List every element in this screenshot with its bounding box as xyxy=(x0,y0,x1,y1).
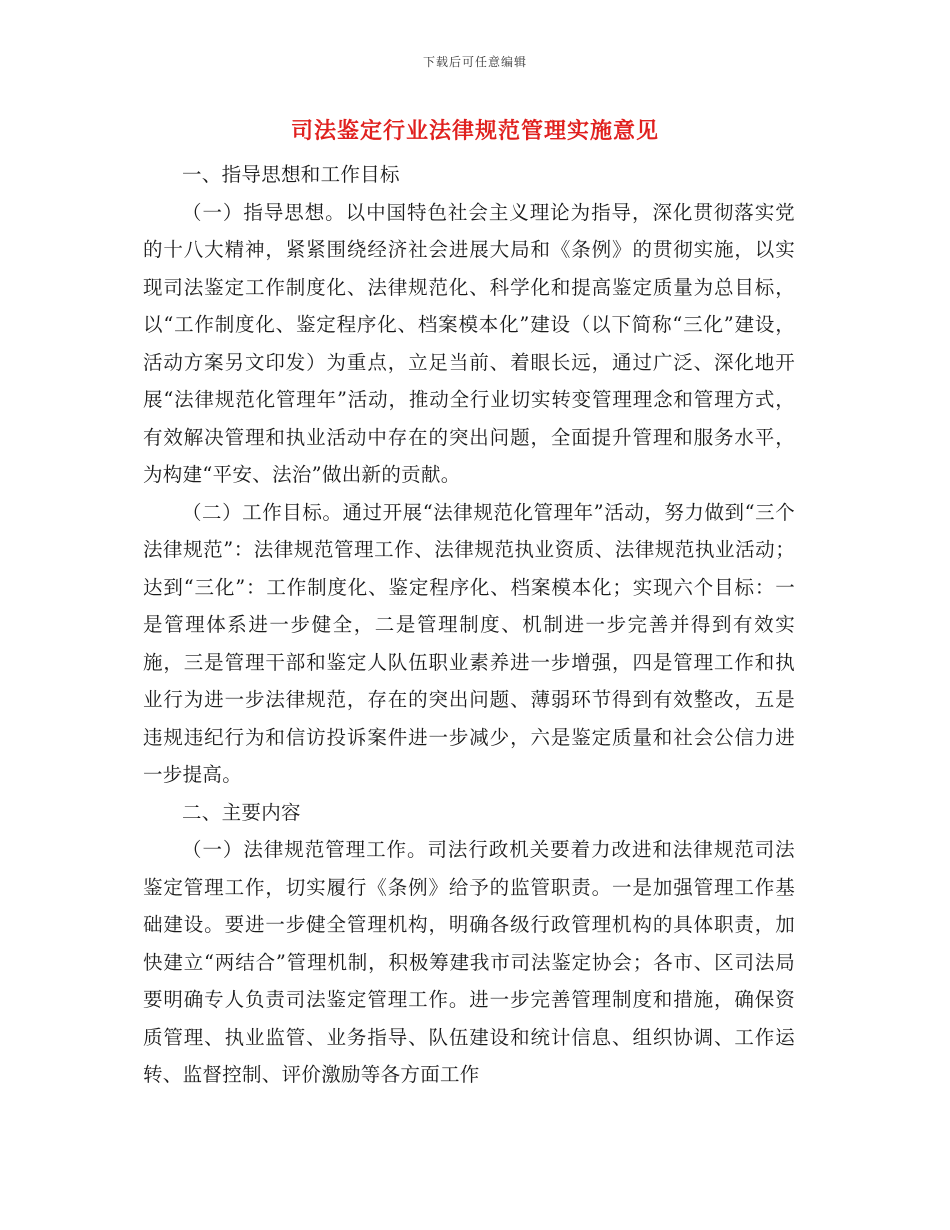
document-title: 司法鉴定行业法律规范管理实施意见 xyxy=(290,118,659,144)
paragraph-guiding-thought: （一）指导思想。以中国特色社会主义理论为指导，深化贯彻落实党的十八大精神，紧紧围绕经济社会进展大局和《条例》的贯彻实施，以实现司法鉴定工作制度化、法律规范化、科学化和提高鉴定质量为总目标，以“工作制度化、鉴定程序化、档案模本化”建设（以下简称“三化”建设，活动方案另文印发）为重点，立足当前、着眼长远，通过广泛、深化地开展“法律规范化管理年”活动，推动全行业切实转变管理理念和管理方式，有效解决管理和执业活动中存在的突出问题，全面提升管理和服务水平，为构建“平安、法治”做出新的贡献。 xyxy=(143,200,795,486)
section-heading-1: 一、指导思想和工作目标 xyxy=(182,163,400,186)
header-note: 下载后可任意编辑 xyxy=(422,55,527,69)
paragraph-regulate-management: （一）法律规范管理工作。司法行政机关要着力改进和法律规范司法鉴定管理工作，切实履行《条例》给予的监管职责。一是加强管理工作基础建设。要进一步健全管理机构，明确各级行政管理机构的具体职责，加快建立“两结合”管理机制，积极筹建我市司法鉴定协会；各市、区司法局要明确专人负责司法鉴定管理工作。进一步完善管理制度和措施，确保资质管理、执业监管、业务指导、队伍建设和统计信息、组织协调、工作运转、监督控制、评价激励等各方面工作 xyxy=(143,838,795,1086)
paragraph-work-goals: （二）工作目标。通过开展“法律规范化管理年”活动，努力做到“三个法律规范”：法律规范管理工作、法律规范执业资质、法律规范执业活动；达到“三化”：工作制度化、鉴定程序化、档案模本化；实现六个目标：一是管理体系进一步健全，二是管理制度、机制进一步完善并得到有效实施，三是管理干部和鉴定人队伍职业素养进一步增强，四是管理工作和执业行为进一步法律规范，存在的突出问题、薄弱环节得到有效整改，五是违规违纪行为和信访投诉案件进一步减少，六是鉴定质量和社会公信力进一步提高。 xyxy=(143,500,795,786)
document-body xyxy=(143,156,795,1094)
section-heading-2: 二、主要内容 xyxy=(182,800,301,824)
